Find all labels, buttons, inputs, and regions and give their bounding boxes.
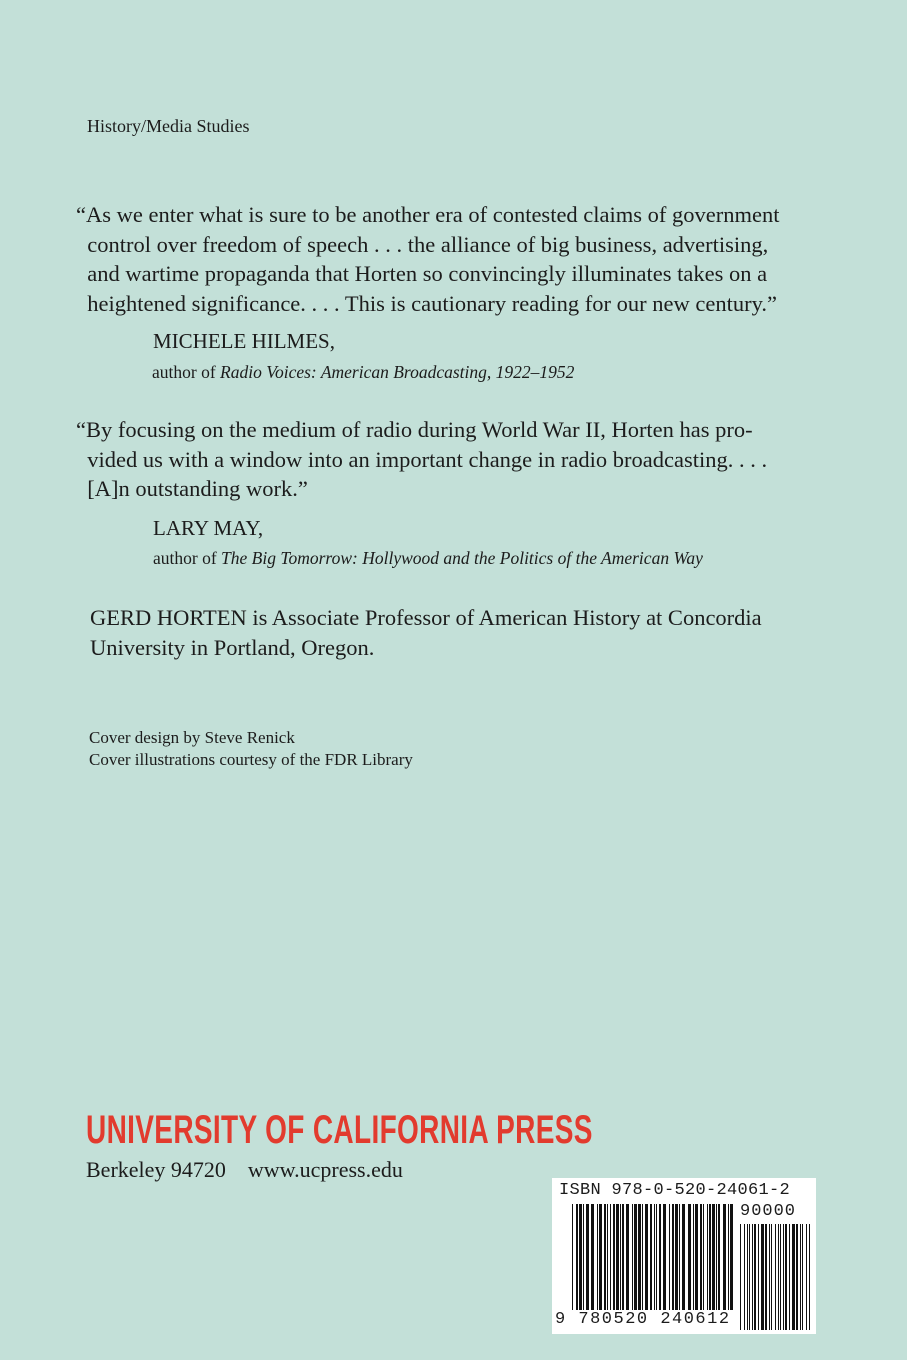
barcode-bar: [591, 1204, 594, 1310]
barcode-bar: [679, 1204, 680, 1310]
barcode-bar: [682, 1204, 685, 1310]
barcode-bar: [638, 1204, 641, 1310]
barcode-bar: [740, 1224, 741, 1330]
barcode-bar: [597, 1204, 598, 1310]
barcode-bar: [583, 1204, 584, 1310]
quote-line: heightened significance. . . . This is cautionary reading for our new century.”: [76, 290, 778, 316]
ean-number: 9 780520 240612: [555, 1310, 731, 1329]
barcode-bar: [783, 1224, 784, 1330]
barcode-bar: [703, 1204, 704, 1310]
barcode-bar: [775, 1224, 776, 1330]
publisher-address: [86, 1157, 403, 1183]
quote-author-name: MICHELE HILMES,: [153, 329, 335, 353]
barcode-bar: [789, 1224, 790, 1330]
barcode-bar: [632, 1204, 633, 1310]
barcode-bar: [622, 1204, 624, 1310]
barcode-bar: [728, 1204, 729, 1310]
subject-category: History/Media Studies: [87, 116, 250, 136]
barcode-bar: [604, 1204, 606, 1310]
publisher-city: Berkeley 94720: [86, 1157, 226, 1182]
bio-line: University in Portland, Oregon.: [90, 634, 375, 660]
barcode-bar: [659, 1204, 661, 1310]
barcode-bar: [613, 1204, 615, 1310]
barcode-bar: [723, 1204, 726, 1310]
barcode-bar: [576, 1204, 578, 1310]
barcode-bar: [669, 1204, 670, 1310]
bio-line: GERD HORTEN is Associate Professor of American History at Concordia: [90, 605, 762, 630]
barcode-bar: [607, 1204, 608, 1310]
barcode-bar: [747, 1224, 748, 1330]
barcode-bar: [730, 1204, 733, 1310]
isbn-label: ISBN 978-0-520-24061-2: [559, 1181, 791, 1200]
quote-line: “As we enter what is sure to be another era of contested claims of government: [76, 202, 780, 227]
barcode-bar: [752, 1224, 753, 1330]
barcode-bar: [693, 1204, 694, 1310]
quote-line: [A]n outstanding work.”: [76, 476, 308, 501]
barcode-bar: [700, 1204, 702, 1310]
quote-author-credit: [152, 362, 574, 383]
barcode-bar: [792, 1224, 795, 1330]
credit-prefix: author of: [152, 362, 221, 382]
barcode-bar: [579, 1204, 582, 1310]
credit-book-title: The Big Tomorrow: Hollywood and the Politics of the American Way: [221, 548, 703, 568]
barcode-bar: [771, 1224, 772, 1330]
barcode-bar: [754, 1224, 756, 1330]
barcode-bar: [586, 1204, 589, 1310]
barcode-bar: [749, 1224, 750, 1330]
barcode-bar: [765, 1224, 767, 1330]
author-bio: [90, 603, 762, 662]
barcode-bar: [599, 1204, 602, 1310]
barcode-bar: [744, 1224, 745, 1330]
barcode-bar: [656, 1204, 657, 1310]
barcode-bar: [620, 1204, 621, 1310]
barcode-bar: [626, 1204, 629, 1310]
barcode-bar: [634, 1204, 637, 1310]
barcode-bar: [809, 1224, 810, 1330]
barcode-bar: [688, 1204, 691, 1310]
quote-line: and wartime propaganda that Horten so convincingly illuminates takes on a: [76, 261, 768, 286]
publisher-name: UNIVERSITY OF CALIFORNIA PRESS: [86, 1108, 593, 1152]
quote-author-credit: [153, 548, 703, 569]
quote-line: control over freedom of speech . . . the alliance of big business, advertising,: [76, 231, 769, 257]
blurb-quote-2: [76, 415, 767, 504]
barcode-bar: [610, 1204, 611, 1310]
barcode-bar: [672, 1204, 674, 1310]
barcode-bar: [707, 1204, 708, 1310]
credit-book-title: Radio Voices: American Broadcasting, 1922–1952: [220, 362, 575, 382]
quote-line: “By focusing on the medium of radio during World War II, Horten has pro-: [76, 417, 753, 442]
barcode-bar: [695, 1204, 698, 1310]
barcode-bar: [780, 1224, 781, 1330]
barcode-bar: [675, 1204, 678, 1310]
barcode-bar: [785, 1224, 787, 1330]
barcode-bar: [778, 1224, 779, 1330]
design-credits: [89, 727, 413, 771]
credit-prefix: author of: [153, 548, 222, 568]
design-credit-line: Cover design by Steve Renick: [89, 728, 295, 747]
addon-number: 90000: [740, 1202, 797, 1221]
barcode-bar: [718, 1204, 720, 1310]
barcode-bar: [663, 1204, 666, 1310]
design-credit-line: Cover illustrations courtesy of the FDR Library: [89, 750, 413, 769]
barcode-bar: [650, 1204, 652, 1310]
barcode-bar: [802, 1224, 803, 1330]
barcode-bar: [769, 1224, 770, 1330]
barcode-bar: [654, 1204, 655, 1310]
isbn-barcode: [552, 1178, 816, 1334]
blurb-quote-1: [76, 200, 780, 318]
barcode-bar: [716, 1204, 717, 1310]
barcode-bar: [645, 1204, 648, 1310]
barcode-bar: [712, 1204, 715, 1310]
barcode-bar: [758, 1224, 759, 1330]
barcode-bar: [709, 1204, 711, 1310]
barcode-bar: [642, 1204, 643, 1310]
barcode-bar: [616, 1204, 619, 1310]
quote-author-name: LARY MAY,: [153, 516, 264, 540]
publisher-url: www.ucpress.edu: [247, 1157, 403, 1182]
quote-line: vided us with a window into an important change in radio broadcasting. . . .: [76, 446, 768, 472]
barcode-bar: [572, 1204, 573, 1310]
barcode-bar: [796, 1224, 798, 1330]
barcode-bar: [800, 1224, 801, 1330]
barcode-bar: [761, 1224, 764, 1330]
barcode-bar: [806, 1224, 807, 1330]
